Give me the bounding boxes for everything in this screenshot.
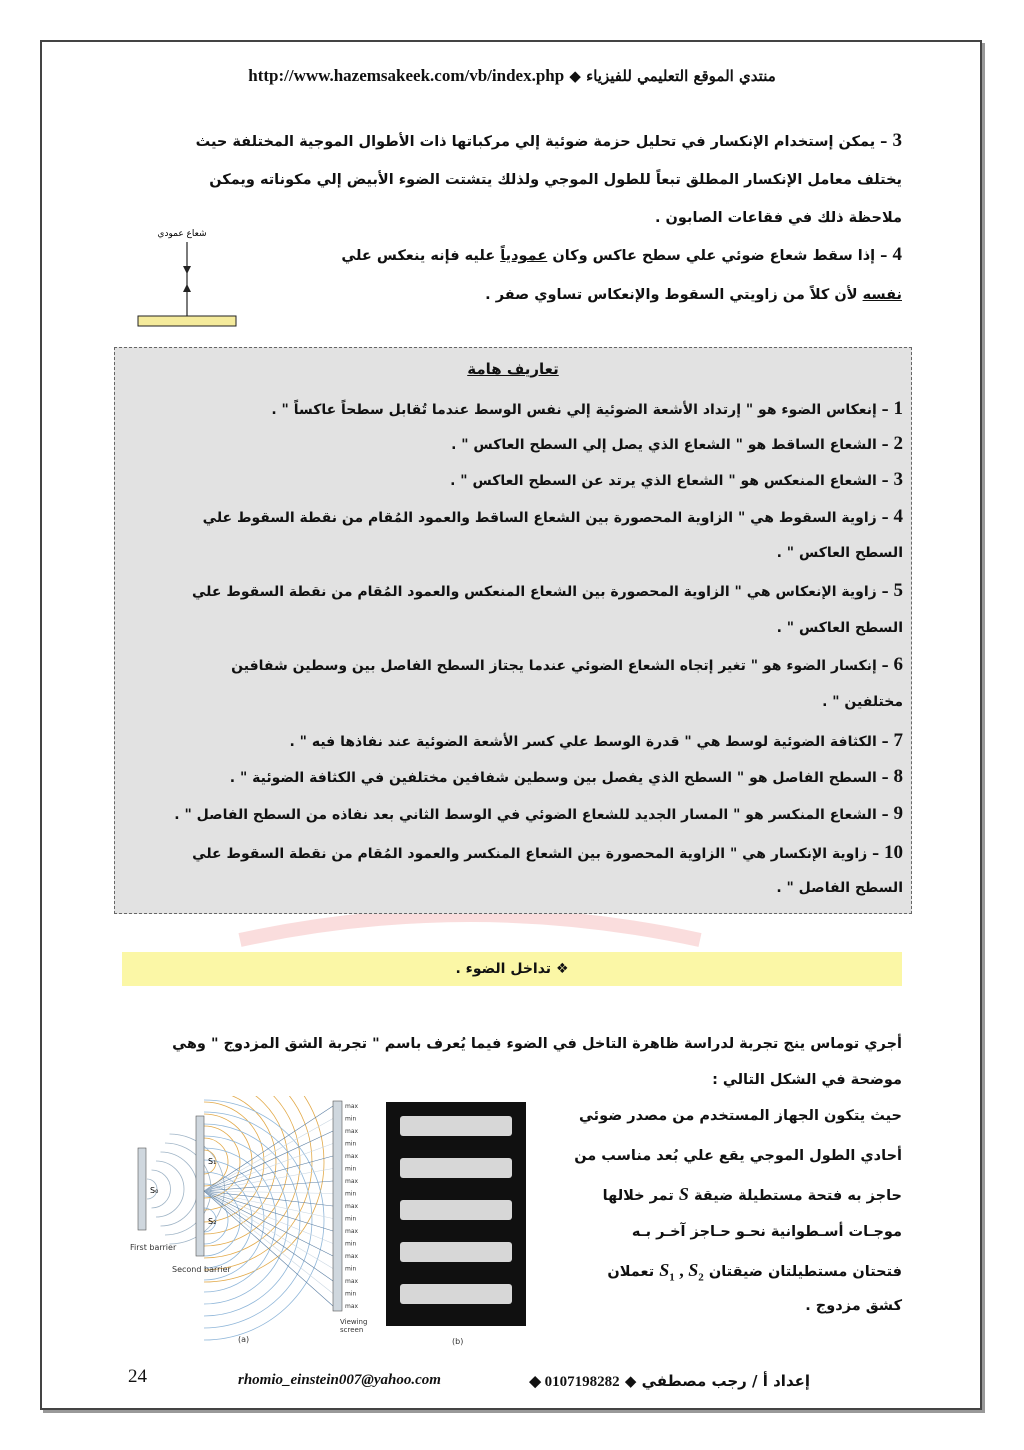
fan-line (204, 1191, 333, 1294)
symbols-s1-s2: $S_1$ , $S_2$ (659, 1260, 704, 1284)
bright-fringe (400, 1116, 512, 1136)
item3-text-1: – يمكن إستخدام الإنكسار في تحليل حزمة ضوئية إلي مركباتها ذات الأطوال الموجية المختلفة حيث (195, 134, 888, 150)
first-barrier-label: First barrier (130, 1243, 177, 1252)
forum-name: منتدي الموقع التعليمي للفيزياء ◆ (569, 67, 776, 85)
fringe-label: max (345, 1253, 359, 1260)
item4-text-a: – إذا سقط شعاع ضوئي علي سطح عاكس وكان (547, 248, 888, 264)
fringe-label: min (345, 1265, 357, 1273)
item3-text-3: ملاحظة ذلك في فقاعات الصابون . (654, 210, 902, 226)
bright-fringe (400, 1200, 512, 1220)
definition-6-cont: مختلفين " . (822, 694, 903, 710)
fringe-label: min (345, 1215, 357, 1223)
figure-label: شعاع عمودي (157, 229, 207, 239)
wavefront-arc (156, 1161, 184, 1217)
definition-5: 5 – زاوية الإنعكاس هي " الزاوية المحصورة بين الشعاع المنعكس والعمود المُقام من نقطة السقوط علي (192, 580, 903, 601)
second-barrier (196, 1116, 204, 1256)
fringe-label: min (345, 1190, 357, 1198)
s1-label: S₁ (208, 1157, 217, 1166)
viewing-screen (333, 1101, 342, 1311)
fan-line (204, 1191, 333, 1244)
viewing-screen-label-2: screen (340, 1326, 364, 1334)
author-credit: إعداد أ / رجب مصطفي ◆ 0107198282 ◆ (529, 1372, 810, 1390)
item3-line2 (209, 172, 902, 188)
fringe-label: min (345, 1165, 357, 1173)
definition-8: 8 – السطح الفاصل هو " السطح الذي يفصل بين وسطين شفافين مختلفين في الكثافة الضوئية " . (229, 766, 903, 787)
definition-5-cont: السطح العاكس " . (776, 620, 903, 636)
bright-fringe (400, 1284, 512, 1304)
definition-10: 10 – زاوية الإنكسار هي " الزاوية المحصورة بين الشعاع المنكسر والعمود المُقام من نقطة السقوط علي (192, 842, 903, 863)
double-slit-diagram (128, 1096, 398, 1346)
item3-line3 (655, 210, 902, 226)
item3-text-2: يختلف معامل الإنكسار المطلق تبعاً للطول الموجي ولذلك يتشتت الضوء الأبيض إلي مكوناته ويمكن (209, 172, 902, 188)
perpendicular-ray-figure (132, 224, 242, 334)
fringe-label: max (345, 1278, 359, 1285)
fringe-label: max (345, 1178, 359, 1185)
phone-number: 0107198282 ◆ (529, 1374, 620, 1390)
desc-line-2: أحادي الطول الموجي يقع علي بُعد مناسب من (574, 1148, 902, 1164)
definitions-title: تعاريف هامة (467, 360, 559, 378)
item4-text-b: عليه فإنه ينعكس علي (341, 248, 501, 264)
second-barrier-label: Second barrier (172, 1265, 231, 1274)
desc-line-4: موجـات أسـطوانية نحـو حـاجز آخـر بـه (631, 1224, 902, 1240)
item3-line1 (196, 130, 902, 152)
fringe-label: max (345, 1203, 359, 1210)
interference-intro-2: موضحة في الشكل التالي : (712, 1072, 902, 1088)
viewing-screen-label-1: Viewing (340, 1318, 368, 1326)
desc-line-5: فتحتان مستطيلتان ضيقتان $S_1$ , $S_2$ تعملان (607, 1260, 902, 1284)
fan-line (204, 1191, 333, 1269)
down-arrow-icon (183, 266, 191, 274)
fringe-label: max (345, 1303, 359, 1310)
fringe-label: max (345, 1228, 359, 1235)
item4-underlined-1: عمودياً (500, 248, 548, 264)
fringe-pattern-image (386, 1102, 536, 1348)
desc-line-6: كشق مزدوج . (805, 1298, 902, 1314)
s2-label: S₂ (208, 1217, 217, 1226)
fringe-label: max (345, 1103, 359, 1110)
up-arrow-icon (183, 284, 191, 292)
fringe-label: min (345, 1140, 357, 1148)
item4-line1 (341, 244, 902, 266)
item3-number: 3 (892, 130, 902, 151)
first-barrier (138, 1148, 146, 1230)
item4-line2 (485, 287, 902, 303)
definition-3: 3 – الشعاع المنعكس هو " الشعاع الذي يرتد عن السطح العاكس " . (450, 469, 903, 490)
definition-7: 7 – الكثافة الضوئية لوسط هي " قدرة الوسط علي كسر الأشعة الضوئية عند نفاذها فيه " . (289, 730, 903, 751)
definition-4: 4 – زاوية السقوط هي " الزاوية المحصورة بين الشعاع الساقط والعمود المُقام من نقطة السقوط علي (202, 506, 903, 527)
forum-url[interactable]: http://www.hazemsakeek.com/vb/index.php (248, 66, 565, 85)
definition-2: 2 – الشعاع الساقط هو " الشعاع الذي يصل إلي السطح العاكس " . (451, 433, 903, 454)
author-email[interactable]: rhomio_einstein007@yahoo.com (238, 1372, 441, 1388)
item4-number: 4 (892, 244, 902, 265)
definition-10-cont: السطح الفاصل " . (776, 880, 903, 896)
item4-text-c: لأن كلاً من زاويتي السقوط والإنعكاس تساوي صفر . (485, 287, 863, 303)
definition-1: 1 – إنعكاس الضوء هو " إرتداد الأشعة الضوئية إلي نفس الوسط عندما تُقابل سطحاً عاكساً " . (271, 398, 903, 419)
wave-pattern (147, 1096, 333, 1340)
fringe-label: min (345, 1115, 357, 1123)
desc-line-1: حيث يتكون الجهاز المستخدم من مصدر ضوئي (579, 1108, 902, 1124)
page-header (0, 66, 1024, 86)
definition-6: 6 – إنكسار الضوء هو " تغير إتجاه الشعاع الضوئي عندما يجتاز السطح الفاصل بين وسطين شفافين (231, 654, 903, 675)
bright-fringe (400, 1158, 512, 1178)
item4-underlined-2: نفسه (862, 287, 902, 303)
section-heading-interference: ❖ تداخل الضوء . (122, 952, 902, 986)
page-number: 24 (128, 1366, 147, 1387)
fringe-labels (345, 1103, 359, 1310)
bright-fringe (400, 1242, 512, 1262)
definition-9: 9 – الشعاع المنكسر هو " المسار الجديد للشعاع الضوئي في الوسط الثاني بعد نفاذه من السطح الفاصل " . (174, 803, 903, 824)
desc-line-3: حاجز به فتحة مستطيلة ضيقة S تمر خلالها (602, 1184, 902, 1204)
symbol-s: S (678, 1184, 689, 1204)
definition-4-cont: السطح العاكس " . (776, 545, 903, 561)
s0-label: S₀ (150, 1186, 159, 1195)
interference-intro-1: أجري توماس ينج تجربة لدراسة ظاهرة التاخل في الضوء فيما يُعرف باسم " تجربة الشق المزدوج " وهي (172, 1036, 902, 1052)
fringe-label: max (345, 1128, 359, 1135)
reflecting-surface (138, 316, 236, 326)
fan-line (204, 1191, 333, 1306)
fringe-label: min (345, 1290, 357, 1298)
definitions-box (114, 347, 912, 914)
fan-line (204, 1191, 333, 1256)
slit-wavefront-arc (204, 1096, 312, 1270)
fringe-label: min (345, 1240, 357, 1248)
figure-a-label: (a) (238, 1335, 250, 1344)
figure-b-label: (b) (452, 1337, 464, 1346)
fringe-label: max (345, 1153, 359, 1160)
